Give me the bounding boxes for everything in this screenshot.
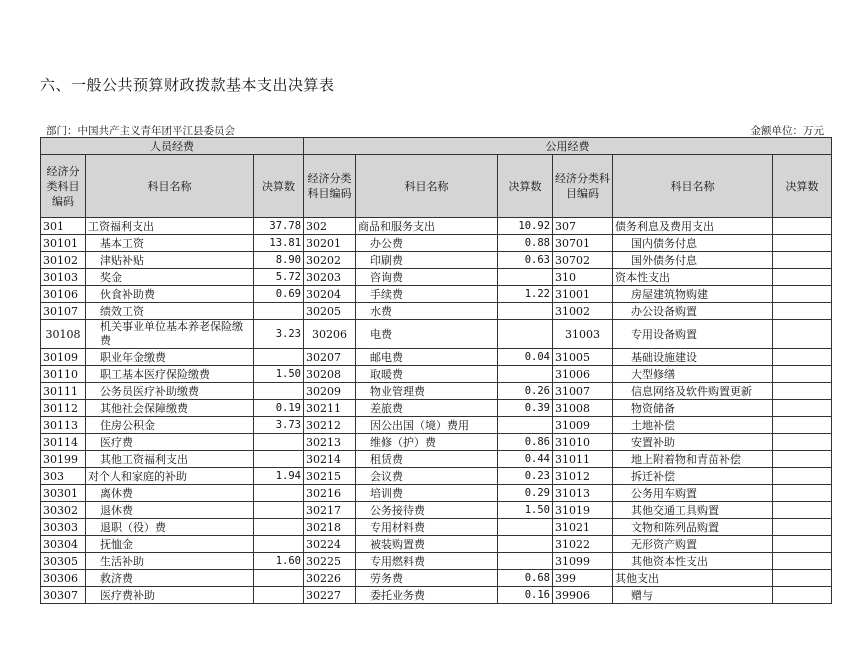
amount-cell bbox=[254, 502, 304, 519]
name-cell: 专用设备购置 bbox=[613, 320, 773, 349]
amount-cell bbox=[498, 417, 553, 434]
name-cell: 大型修缮 bbox=[613, 366, 773, 383]
code-cell: 30225 bbox=[304, 553, 356, 570]
table-row bbox=[41, 570, 832, 587]
amount-cell: 0.29 bbox=[498, 485, 553, 502]
amount-cell: 10.92 bbox=[498, 218, 553, 235]
table-row bbox=[41, 269, 832, 286]
amount-cell: 0.23 bbox=[498, 468, 553, 485]
column-header-row bbox=[41, 155, 832, 218]
amount-cell: 0.19 bbox=[254, 400, 304, 417]
amount-cell bbox=[254, 451, 304, 468]
code-cell: 30211 bbox=[304, 400, 356, 417]
name-cell: 安置补助 bbox=[613, 434, 773, 451]
code-cell: 31003 bbox=[553, 320, 613, 349]
amount-cell bbox=[254, 383, 304, 400]
code-cell: 39906 bbox=[553, 587, 613, 604]
amount-cell bbox=[498, 303, 553, 320]
amount-cell: 0.26 bbox=[498, 383, 553, 400]
name-cell: 救济费 bbox=[86, 570, 254, 587]
amount-cell bbox=[773, 570, 832, 587]
amount-cell bbox=[773, 252, 832, 269]
code-cell: 399 bbox=[553, 570, 613, 587]
name-cell: 物业管理费 bbox=[356, 383, 498, 400]
code-cell: 31002 bbox=[553, 303, 613, 320]
name-cell: 咨询费 bbox=[356, 269, 498, 286]
group-header-row bbox=[41, 138, 832, 155]
code-cell: 30306 bbox=[41, 570, 86, 587]
amount-cell bbox=[254, 303, 304, 320]
amount-cell bbox=[773, 451, 832, 468]
code-cell: 31011 bbox=[553, 451, 613, 468]
code-cell: 30102 bbox=[41, 252, 86, 269]
code-cell: 30108 bbox=[41, 320, 86, 349]
code-cell: 31005 bbox=[553, 349, 613, 366]
name-cell: 抚恤金 bbox=[86, 536, 254, 553]
code-cell: 31009 bbox=[553, 417, 613, 434]
name-cell: 电费 bbox=[356, 320, 498, 349]
amount-cell bbox=[498, 320, 553, 349]
code-cell: 30208 bbox=[304, 366, 356, 383]
table-row bbox=[41, 252, 832, 269]
code-cell: 30107 bbox=[41, 303, 86, 320]
table-row bbox=[41, 286, 832, 303]
name-cell: 土地补偿 bbox=[613, 417, 773, 434]
name-cell: 赠与 bbox=[613, 587, 773, 604]
amount-cell: 1.22 bbox=[498, 286, 553, 303]
department-label: 部门：中国共产主义青年团平江县委员会 bbox=[46, 125, 235, 137]
name-cell: 手续费 bbox=[356, 286, 498, 303]
table-row bbox=[41, 587, 832, 604]
table-row bbox=[41, 519, 832, 536]
amount-cell bbox=[498, 366, 553, 383]
name-cell: 其他资本性支出 bbox=[613, 553, 773, 570]
header-code-b: 经济分类科目编码 bbox=[304, 155, 356, 218]
amount-cell bbox=[773, 269, 832, 286]
name-cell: 工资福利支出 bbox=[86, 218, 254, 235]
code-cell: 30204 bbox=[304, 286, 356, 303]
unit-label: 金额单位：万元 bbox=[750, 125, 824, 137]
name-cell: 专用材料费 bbox=[356, 519, 498, 536]
code-cell: 307 bbox=[553, 218, 613, 235]
amount-cell bbox=[773, 286, 832, 303]
code-cell: 30302 bbox=[41, 502, 86, 519]
name-cell: 住房公积金 bbox=[86, 417, 254, 434]
table-row bbox=[41, 400, 832, 417]
amount-cell bbox=[498, 519, 553, 536]
code-cell: 31006 bbox=[553, 366, 613, 383]
code-cell: 30701 bbox=[553, 235, 613, 252]
amount-cell bbox=[773, 587, 832, 604]
name-cell: 物资储备 bbox=[613, 400, 773, 417]
name-cell: 债务利息及费用支出 bbox=[613, 218, 773, 235]
amount-cell bbox=[773, 218, 832, 235]
amount-cell: 0.16 bbox=[498, 587, 553, 604]
amount-cell bbox=[254, 485, 304, 502]
amount-cell bbox=[773, 502, 832, 519]
code-cell: 31013 bbox=[553, 485, 613, 502]
code-cell: 303 bbox=[41, 468, 86, 485]
name-cell: 其他工资福利支出 bbox=[86, 451, 254, 468]
table-row bbox=[41, 434, 832, 451]
name-cell: 基础设施建设 bbox=[613, 349, 773, 366]
table-row bbox=[41, 417, 832, 434]
name-cell: 伙食补助费 bbox=[86, 286, 254, 303]
code-cell: 30101 bbox=[41, 235, 86, 252]
amount-cell: 0.68 bbox=[498, 570, 553, 587]
table-row bbox=[41, 349, 832, 366]
name-cell: 被装购置费 bbox=[356, 536, 498, 553]
header-code-a: 经济分类科目编码 bbox=[41, 155, 86, 218]
code-cell: 30226 bbox=[304, 570, 356, 587]
name-cell: 资本性支出 bbox=[613, 269, 773, 286]
name-cell: 维修（护）费 bbox=[356, 434, 498, 451]
name-cell: 培训费 bbox=[356, 485, 498, 502]
table-row bbox=[41, 320, 832, 349]
code-cell: 30301 bbox=[41, 485, 86, 502]
name-cell: 邮电费 bbox=[356, 349, 498, 366]
expenditure-table bbox=[40, 137, 832, 604]
amount-cell bbox=[254, 434, 304, 451]
code-cell: 30304 bbox=[41, 536, 86, 553]
amount-cell bbox=[254, 536, 304, 553]
amount-cell bbox=[498, 536, 553, 553]
code-cell: 31019 bbox=[553, 502, 613, 519]
code-cell: 30201 bbox=[304, 235, 356, 252]
amount-cell bbox=[773, 320, 832, 349]
code-cell: 30303 bbox=[41, 519, 86, 536]
amount-cell bbox=[773, 536, 832, 553]
code-cell: 30114 bbox=[41, 434, 86, 451]
name-cell: 医疗费 bbox=[86, 434, 254, 451]
amount-cell: 13.81 bbox=[254, 235, 304, 252]
amount-cell bbox=[254, 587, 304, 604]
code-cell: 30111 bbox=[41, 383, 86, 400]
amount-cell bbox=[254, 519, 304, 536]
code-cell: 31008 bbox=[553, 400, 613, 417]
code-cell: 31012 bbox=[553, 468, 613, 485]
amount-cell bbox=[773, 303, 832, 320]
code-cell: 30109 bbox=[41, 349, 86, 366]
name-cell: 绩效工资 bbox=[86, 303, 254, 320]
name-cell: 取暖费 bbox=[356, 366, 498, 383]
name-cell: 国内债务付息 bbox=[613, 235, 773, 252]
amount-cell: 0.44 bbox=[498, 451, 553, 468]
code-cell: 31022 bbox=[553, 536, 613, 553]
code-cell: 31001 bbox=[553, 286, 613, 303]
name-cell: 差旅费 bbox=[356, 400, 498, 417]
table-row bbox=[41, 502, 832, 519]
amount-cell: 0.04 bbox=[498, 349, 553, 366]
code-cell: 30202 bbox=[304, 252, 356, 269]
code-cell: 30212 bbox=[304, 417, 356, 434]
name-cell: 劳务费 bbox=[356, 570, 498, 587]
table-row bbox=[41, 468, 832, 485]
code-cell: 30106 bbox=[41, 286, 86, 303]
name-cell: 其他交通工具购置 bbox=[613, 502, 773, 519]
code-cell: 30307 bbox=[41, 587, 86, 604]
table-row bbox=[41, 383, 832, 400]
name-cell: 会议费 bbox=[356, 468, 498, 485]
amount-cell bbox=[773, 349, 832, 366]
code-cell: 30217 bbox=[304, 502, 356, 519]
name-cell: 职业年金缴费 bbox=[86, 349, 254, 366]
code-cell: 30305 bbox=[41, 553, 86, 570]
code-cell: 30199 bbox=[41, 451, 86, 468]
header-amount-a: 决算数 bbox=[254, 155, 304, 218]
code-cell: 30112 bbox=[41, 400, 86, 417]
code-cell: 30213 bbox=[304, 434, 356, 451]
amount-cell: 0.39 bbox=[498, 400, 553, 417]
name-cell: 印刷费 bbox=[356, 252, 498, 269]
code-cell: 31021 bbox=[553, 519, 613, 536]
amount-cell: 8.90 bbox=[254, 252, 304, 269]
amount-cell bbox=[773, 434, 832, 451]
amount-cell bbox=[773, 519, 832, 536]
table-row bbox=[41, 451, 832, 468]
table-row bbox=[41, 366, 832, 383]
name-cell: 商品和服务支出 bbox=[356, 218, 498, 235]
code-cell: 302 bbox=[304, 218, 356, 235]
header-amount-b: 决算数 bbox=[498, 155, 553, 218]
name-cell: 水费 bbox=[356, 303, 498, 320]
code-cell: 30207 bbox=[304, 349, 356, 366]
name-cell: 专用燃料费 bbox=[356, 553, 498, 570]
amount-cell bbox=[773, 366, 832, 383]
name-cell: 信息网络及软件购置更新 bbox=[613, 383, 773, 400]
amount-cell bbox=[773, 468, 832, 485]
amount-cell bbox=[773, 485, 832, 502]
name-cell: 文物和陈列品购置 bbox=[613, 519, 773, 536]
header-code-c: 经济分类科目编码 bbox=[553, 155, 613, 218]
code-cell: 301 bbox=[41, 218, 86, 235]
code-cell: 30224 bbox=[304, 536, 356, 553]
name-cell: 公务员医疗补助缴费 bbox=[86, 383, 254, 400]
code-cell: 30103 bbox=[41, 269, 86, 286]
group-public: 公用经费 bbox=[304, 138, 832, 155]
amount-cell: 0.88 bbox=[498, 235, 553, 252]
amount-cell: 1.60 bbox=[254, 553, 304, 570]
code-cell: 30227 bbox=[304, 587, 356, 604]
name-cell: 无形资产购置 bbox=[613, 536, 773, 553]
amount-cell: 1.50 bbox=[254, 366, 304, 383]
code-cell: 31010 bbox=[553, 434, 613, 451]
name-cell: 办公费 bbox=[356, 235, 498, 252]
amount-cell bbox=[773, 553, 832, 570]
code-cell: 30205 bbox=[304, 303, 356, 320]
name-cell: 退休费 bbox=[86, 502, 254, 519]
amount-cell: 0.86 bbox=[498, 434, 553, 451]
name-cell: 机关事业单位基本养老保险缴费 bbox=[86, 320, 254, 349]
name-cell: 房屋建筑物购建 bbox=[613, 286, 773, 303]
name-cell: 职工基本医疗保险缴费 bbox=[86, 366, 254, 383]
code-cell: 30214 bbox=[304, 451, 356, 468]
name-cell: 其他支出 bbox=[613, 570, 773, 587]
name-cell: 医疗费补助 bbox=[86, 587, 254, 604]
code-cell: 30215 bbox=[304, 468, 356, 485]
amount-cell: 37.78 bbox=[254, 218, 304, 235]
code-cell: 30218 bbox=[304, 519, 356, 536]
table-row bbox=[41, 235, 832, 252]
name-cell: 离休费 bbox=[86, 485, 254, 502]
table-row bbox=[41, 218, 832, 235]
name-cell: 津贴补贴 bbox=[86, 252, 254, 269]
amount-cell bbox=[773, 400, 832, 417]
name-cell: 其他社会保障缴费 bbox=[86, 400, 254, 417]
amount-cell bbox=[773, 383, 832, 400]
amount-cell bbox=[254, 349, 304, 366]
group-personnel: 人员经费 bbox=[41, 138, 304, 155]
code-cell: 30216 bbox=[304, 485, 356, 502]
name-cell: 对个人和家庭的补助 bbox=[86, 468, 254, 485]
code-cell: 30113 bbox=[41, 417, 86, 434]
code-cell: 30203 bbox=[304, 269, 356, 286]
table-row bbox=[41, 536, 832, 553]
amount-cell: 3.23 bbox=[254, 320, 304, 349]
amount-cell: 3.73 bbox=[254, 417, 304, 434]
amount-cell: 1.50 bbox=[498, 502, 553, 519]
name-cell: 生活补助 bbox=[86, 553, 254, 570]
name-cell: 租赁费 bbox=[356, 451, 498, 468]
table-row bbox=[41, 553, 832, 570]
name-cell: 因公出国（境）费用 bbox=[356, 417, 498, 434]
header-amount-c: 决算数 bbox=[773, 155, 832, 218]
amount-cell: 0.63 bbox=[498, 252, 553, 269]
table-row bbox=[41, 303, 832, 320]
name-cell: 公务接待费 bbox=[356, 502, 498, 519]
header-name-a: 科目名称 bbox=[86, 155, 254, 218]
code-cell: 30702 bbox=[553, 252, 613, 269]
name-cell: 国外债务付息 bbox=[613, 252, 773, 269]
name-cell: 地上附着物和青苗补偿 bbox=[613, 451, 773, 468]
table-row bbox=[41, 485, 832, 502]
code-cell: 30110 bbox=[41, 366, 86, 383]
name-cell: 基本工资 bbox=[86, 235, 254, 252]
name-cell: 公务用车购置 bbox=[613, 485, 773, 502]
name-cell: 委托业务费 bbox=[356, 587, 498, 604]
amount-cell bbox=[773, 417, 832, 434]
amount-cell bbox=[498, 553, 553, 570]
name-cell: 办公设备购置 bbox=[613, 303, 773, 320]
amount-cell bbox=[773, 235, 832, 252]
header-name-c: 科目名称 bbox=[613, 155, 773, 218]
name-cell: 拆迁补偿 bbox=[613, 468, 773, 485]
code-cell: 31007 bbox=[553, 383, 613, 400]
amount-cell bbox=[498, 269, 553, 286]
name-cell: 退职（役）费 bbox=[86, 519, 254, 536]
code-cell: 310 bbox=[553, 269, 613, 286]
amount-cell: 0.69 bbox=[254, 286, 304, 303]
amount-cell: 1.94 bbox=[254, 468, 304, 485]
code-cell: 30209 bbox=[304, 383, 356, 400]
code-cell: 31099 bbox=[553, 553, 613, 570]
header-name-b: 科目名称 bbox=[356, 155, 498, 218]
amount-cell: 5.72 bbox=[254, 269, 304, 286]
code-cell: 30206 bbox=[304, 320, 356, 349]
amount-cell bbox=[254, 570, 304, 587]
page-title: 六、一般公共预算财政拨款基本支出决算表 bbox=[40, 76, 335, 94]
name-cell: 奖金 bbox=[86, 269, 254, 286]
